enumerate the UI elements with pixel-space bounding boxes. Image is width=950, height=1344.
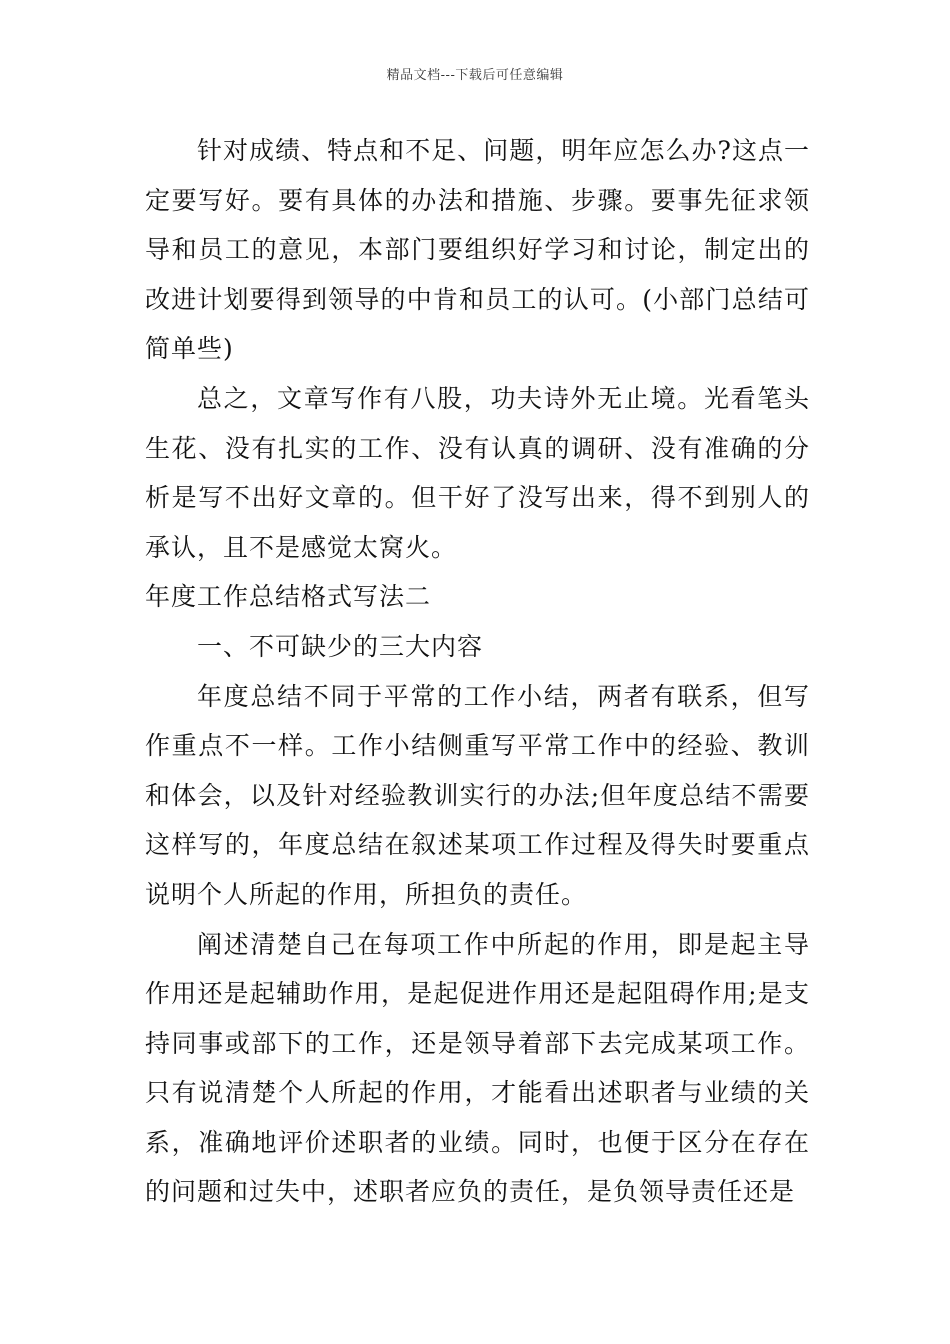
paragraph: 针对成绩、特点和不足、问题，明年应怎么办?这点一定要写好。要有具体的办法和措施、步骤。要事先征求领导和员工的意见，本部门要组织好学习和讨论，制定出的改进计划要得到领导的中肯和员工的认可。(小部门总结可简单些) [145,136,810,364]
paragraph: 总之，文章写作有八股，功夫诗外无止境。光看笔头生花、没有扎实的工作、没有认真的调研、没有准确的分析是写不出好文章的。但干好了没写出来，得不到别人的承认，且不是感觉太窝火。 [145,383,810,562]
subsection-title: 一、不可缺少的三大内容 [197,631,484,661]
paragraph: 年度总结不同于平常的工作小结，两者有联系，但写作重点不一样。工作小结侧重写平常工作中的经验、教训和体会，以及针对经验教训实行的办法;但年度总结不需要这样写的，年度总结在叙述某项工作过程及得失时要重点说明个人所起的作用，所担负的责任。 [145,681,810,909]
paragraph: 阐述清楚自己在每项工作中所起的作用，即是起主导作用还是起辅助作用，是起促进作用还是起阻碍作用;是支持同事或部下的工作，还是领导着部下去完成某项工作。只有说清楚个人所起的作用，才能看出述职者与业绩的关系，准确地评价述职者的业绩。同时，也便于区分在存在的问题和过失中，述职者应负的责任，是负领导责任还是 [145,929,810,1207]
page-header: 精品文档---下载后可任意编辑 [386,68,564,83]
section-title: 年度工作总结格式写法二 [145,582,432,612]
document-body [145,126,810,1217]
